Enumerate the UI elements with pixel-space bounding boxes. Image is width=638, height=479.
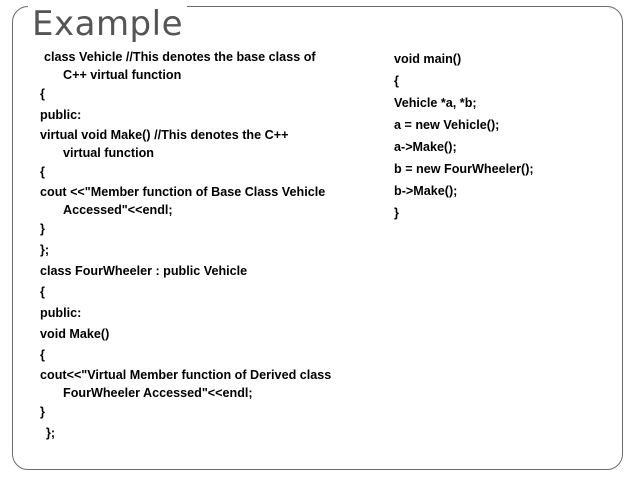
code-line: virtual function xyxy=(63,146,154,160)
code-line: cout<<"Virtual Member function of Derived class xyxy=(40,368,332,382)
code-line: a = new Vehicle(); xyxy=(394,118,500,132)
code-line: } xyxy=(394,206,399,220)
slide-title: Example xyxy=(28,2,187,46)
code-line: } xyxy=(40,222,45,236)
code-line: Accessed"<<endl; xyxy=(63,203,173,217)
code-line: class Vehicle //This denotes the base class of xyxy=(44,50,316,64)
code-line: }; xyxy=(46,426,56,440)
code-line: }; xyxy=(40,243,50,257)
code-line: class FourWheeler : public Vehicle xyxy=(40,264,248,278)
code-line: void main() xyxy=(394,52,462,66)
code-line: virtual void Make() //This denotes the C++ xyxy=(40,128,289,142)
code-line: } xyxy=(40,405,45,419)
right-code-block xyxy=(394,48,604,224)
code-line: { xyxy=(40,165,45,179)
code-line: { xyxy=(40,285,45,299)
code-line: cout <<"Member function of Base Class Vehicle xyxy=(40,185,326,199)
code-line: void Make() xyxy=(40,327,110,341)
code-line: public: xyxy=(40,306,82,320)
left-code-block xyxy=(40,48,385,444)
code-line: FourWheeler Accessed"<<endl; xyxy=(63,386,253,400)
code-line: b->Make(); xyxy=(394,184,458,198)
code-line: b = new FourWheeler(); xyxy=(394,162,534,176)
code-line: { xyxy=(40,87,45,101)
code-line: { xyxy=(394,74,399,88)
code-line: public: xyxy=(40,108,82,122)
code-line: C++ virtual function xyxy=(63,68,182,82)
code-line: Vehicle *a, *b; xyxy=(394,96,477,110)
code-line: { xyxy=(40,348,45,362)
code-line: a->Make(); xyxy=(394,140,457,154)
